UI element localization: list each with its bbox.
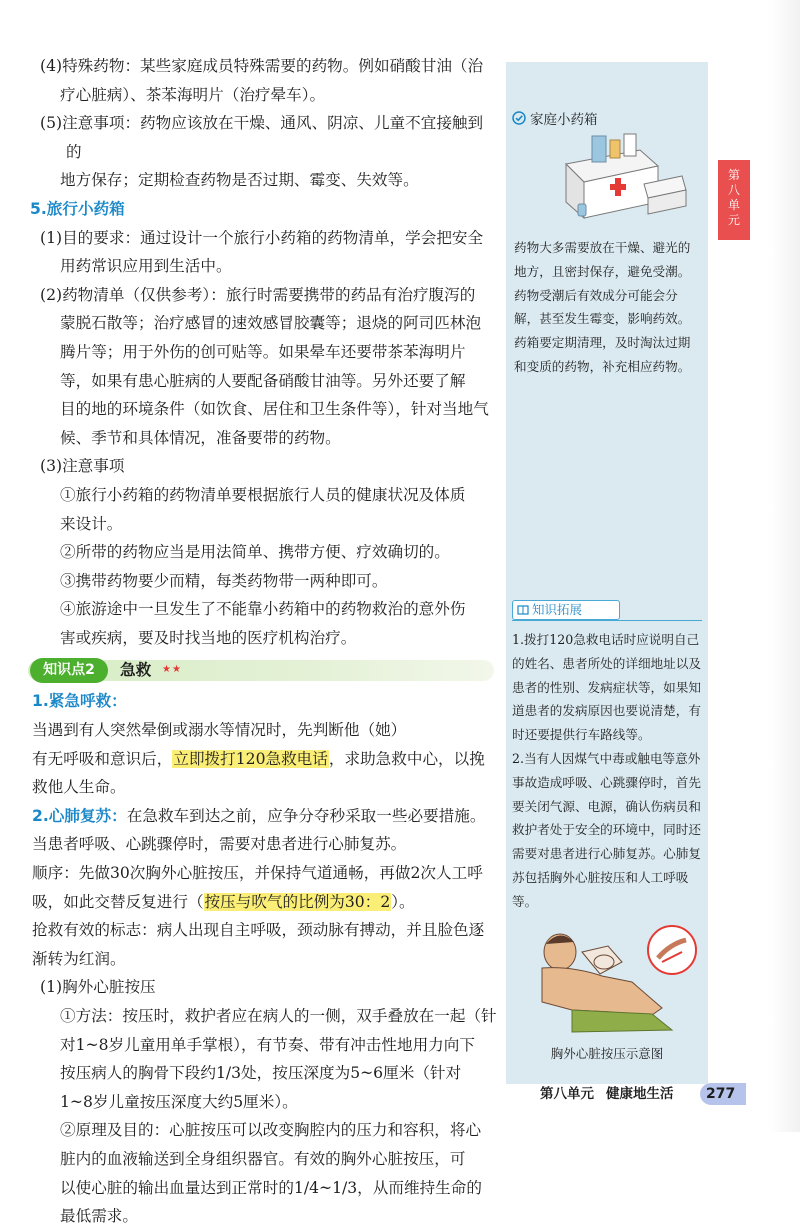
paragraph: 脏内的血液输送到全身组织器官。有效的胸外心脏按压，可 [60,1149,466,1168]
paragraph: ①方法：按压时，救护者应在病人的一侧，双手叠放在一起（针 [60,1007,497,1025]
paragraph: 吸，如此交替反复进行（按压与吹气的比例为30：2）。 [32,892,415,911]
paragraph: ④旅游途中一旦发生了不能靠小药箱中的药物救治的意外伤 [60,600,466,619]
sidebar-box-text: 药物大多需要放在干燥、避光的地方，且密封保存，避免受潮。药物受潮后有效成分可能会分解，甚至发生霉变，影响药效。药箱要定期清理，及时淘汰过期和变质的药物，补充相应药物。 [514,240,691,374]
highlight-text: 按压与吹气的比例为30：2 [204,892,391,911]
paragraph: 地方保存；定期检查药物是否过期、霉变、失效等。 [60,171,419,190]
paragraph: (5)注意事项：药物应该放在干燥、通风、阴凉、儿童不宜接触到的 [40,114,484,161]
tab-char: 第 [727,168,740,182]
paragraph: (1)胸外心脏按压 [40,978,156,997]
paragraph: 抢救有效的标志：病人出现自主呼吸，颈动脉有搏动，并且脸色逐 [32,921,485,940]
cpr-illustration [512,922,702,1040]
tab-char: 元 [727,213,740,227]
paragraph: 最低需求。 [60,1207,138,1226]
paragraph: 当患者呼吸、心跳骤停时，需要对患者进行心肺复苏。 [32,835,407,854]
paragraph: 等，如果有患心脏病的人要配备硝酸甘油等。另外还要了解 [60,371,466,390]
medicine-box-illustration [548,132,688,224]
paragraph: 用药常识应用到生活中。 [60,257,232,276]
paragraph: 目的地的环境条件（如饮食、居住和卫生条件等），针对当地气 [60,400,489,419]
divider [512,620,702,621]
expand-item-2: 2.当有人因煤气中毒或触电等意外事故造成呼吸、心跳骤停时，首先要关闭气源、电源，确认伤病员和救护者处于安全的环境中，同时还需要对患者进行心肺复苏。心肺复苏包括胸外心脏按压和人工呼吸等。 [512,750,701,909]
footer-unit: 第八单元 [540,1086,594,1102]
paragraph: ②原理及目的：心脏按压可以改变胸腔内的压力和容积，将心 [60,1121,482,1140]
sidebar-box-title-text: 家庭小药箱 [530,112,598,128]
paragraph: ①旅行小药箱的药物清单要根据旅行人员的健康状况及体质 [60,485,466,504]
section-title-travel-kit: 5.旅行小药箱 [30,199,125,218]
knowledge-tag: 知识点2 [30,658,108,683]
tab-char: 八 [727,183,740,197]
paragraph: 顺序：先做30次胸外心脏按压，并保持气道通畅，再做2次人工呼 [32,864,483,883]
sidebar-box-title [512,108,598,128]
paragraph: (1)目的要求：通过设计一个旅行小药箱的药物清单，学会把安全 [40,228,484,247]
main-column [28,52,498,1231]
paragraph: ③携带药物要少而精，每类药物带一两种即可。 [60,571,388,590]
book-icon [517,604,529,616]
paragraph: 腾片等；用于外伤的创可贴等。如果晕车还要带茶苯海明片 [60,342,466,361]
paragraph: (2)药物清单（仅供参考）：旅行时需要携带的药品有治疗腹泻的 [40,285,476,304]
knowledge-name: 急救 [120,661,152,680]
paragraph: 害或疾病，要及时找当地的医疗机构治疗。 [60,628,357,647]
paragraph: 对1~8岁儿童用单手掌根），有节奏、带有冲击性地用力向下 [60,1035,475,1054]
page-footer [540,1083,674,1105]
paragraph: 1~8岁儿童按压深度大约5厘米）。 [60,1092,298,1111]
tab-char: 单 [727,198,740,212]
paragraph: 2.心肺复苏：在急救车到达之前，应争分夺秒采取一些必要措施。 [32,806,486,825]
knowledge-point-bar [28,658,494,683]
paragraph: 渐转为红润。 [32,949,126,968]
paragraph: (4)特殊药物：某些家庭成员特殊需要的药物。例如硝酸甘油（治 [40,57,484,75]
star-rating: ★★ [162,664,182,676]
highlight-text: 立即拨打120急救电话 [173,749,328,768]
knowledge-expand-header [512,600,620,620]
paragraph: 救他人生命。 [32,778,126,797]
paragraph: 按压病人的胸骨下段约1/3处，按压深度为5~6厘米（针对 [60,1064,462,1083]
paragraph: 候、季节和具体情况，准备要带的药物。 [60,428,341,447]
page-edge-shadow [770,0,800,1132]
paragraph: ②所带的药物应当是用法简单、携带方便、疗效确切的。 [60,543,450,562]
check-circle-icon [512,111,526,125]
knowledge-expand-text [512,628,702,914]
page-number: 277 [700,1083,746,1105]
paragraph: 蒙脱石散等；治疗感冒的速效感冒胶囊等；退烧的阿司匹林泡 [60,314,482,333]
paragraph: 来设计。 [60,514,123,533]
paragraph: 1.紧急呼救：当遇到有人突然晕倒或溺水等情况时，先判断他（她） [32,692,407,740]
heading-cpr: 2.心肺复苏： [32,806,127,825]
paragraph: 以使心脏的输出血量达到正常时的1/4~1/3，从而维持生命的 [60,1178,482,1197]
paragraph: (3)注意事项 [40,457,125,476]
unit-tab [718,160,750,240]
paragraph: 有无呼吸和意识后，立即拨打120急救电话，求助急救中心，以挽 [32,749,485,768]
expand-item-1: 1.拨打120急救电话时应说明自己的姓名、患者所处的详细地址以及患者的性别、发病症状等，如果知道患者的发病原因也要说清楚，有时还要提供行车路线等。 [512,632,701,743]
heading-emergency-call: 1.紧急呼救： [32,692,127,711]
cpr-caption: 胸外心脏按压示意图 [550,1046,664,1061]
knowledge-expand-title: 知识拓展 [532,602,583,617]
paragraph: 疗心脏病）、茶苯海明片（治疗晕车）。 [60,85,326,104]
footer-title: 健康地生活 [606,1086,674,1102]
